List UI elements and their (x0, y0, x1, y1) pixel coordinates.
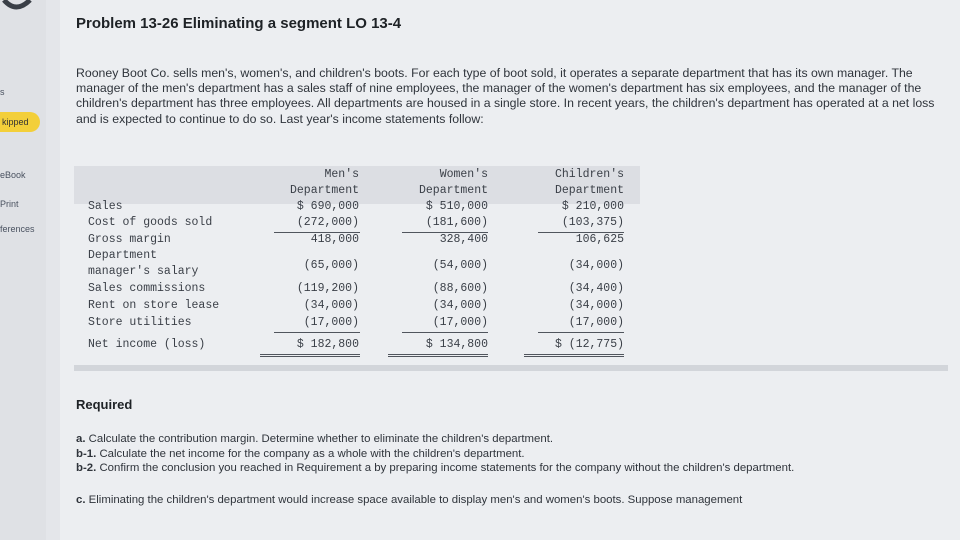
cell-children-sales: $ 210,000 (561, 200, 624, 213)
row-label-rent: Rent on store lease (88, 299, 220, 312)
row-label-utilities: Store utilities (88, 316, 192, 329)
cell-women-cogs: (181,600) (425, 216, 488, 229)
problem-intro: Rooney Boot Co. sells men's, women's, and children's boots. For each type of boot sold, it operates a separate department that has its own manager. The manager of the men's department has a sales staff of nine employees, the manager of the women's department has six employees, and the manager of the children's department has three employees. All departments are housed in a single store. In recent years, the children's department has operated at a net loss and is expected to continue to do so. Last year's income statements follow: (76, 66, 935, 126)
requirement-b2 (76, 461, 936, 475)
underline (538, 332, 624, 333)
row-label-gross-margin: Gross margin (88, 233, 171, 246)
cell-women-commissions: (88,600) (432, 282, 488, 295)
double-underline (260, 356, 360, 357)
header-men-line1: Men's (324, 168, 359, 181)
income-statement-table (74, 166, 640, 364)
double-underline (524, 354, 624, 355)
cell-men-utilities: (17,000) (303, 316, 359, 329)
requirement-b1 (76, 447, 936, 461)
cell-women-net-income: $ 134,800 (425, 338, 488, 351)
requirement-text: Calculate the contribution margin. Determine whether to eliminate the children's department. (88, 433, 554, 445)
requirement-c (76, 493, 936, 507)
cell-women-sales: $ 510,000 (425, 200, 488, 213)
cell-children-utilities: (17,000) (568, 316, 624, 329)
double-underline (388, 354, 488, 355)
requirement-marker: c. (76, 494, 86, 506)
sidebar-item-print[interactable]: Print (0, 199, 19, 209)
row-label-net-income: Net income (loss) (88, 338, 206, 351)
cell-women-rent: (34,000) (432, 299, 488, 312)
row-label-department: Department (88, 249, 158, 262)
cell-men-gross-margin: 418,000 (310, 233, 359, 246)
section-divider (74, 365, 948, 371)
skipped-badge[interactable]: kipped (0, 112, 40, 132)
problem-panel (60, 0, 960, 540)
requirement-text: Eliminating the children's department would increase space available to display men's and women's boots. Suppose management (88, 494, 743, 506)
sidebar-item-s[interactable]: s (0, 87, 5, 97)
requirement-a (76, 432, 936, 446)
cell-men-cogs: (272,000) (296, 216, 359, 229)
cell-women-utilities: (17,000) (432, 316, 488, 329)
progress-ring-icon (0, 0, 46, 14)
cell-children-net-income: $ (12,775) (554, 338, 624, 351)
sidebar (0, 0, 46, 540)
cell-children-manager-salary: (34,000) (568, 259, 624, 272)
underline (402, 332, 488, 333)
cell-men-commissions: (119,200) (296, 282, 359, 295)
double-underline (260, 354, 360, 355)
cell-men-manager-salary: (65,000) (303, 259, 359, 272)
cell-men-rent: (34,000) (303, 299, 359, 312)
cell-children-rent: (34,000) (568, 299, 624, 312)
row-label-manager-salary: manager's salary (88, 265, 199, 278)
row-label-sales: Sales (88, 200, 123, 213)
sidebar-item-ebook[interactable]: eBook (0, 170, 26, 180)
requirement-marker: a. (76, 433, 86, 445)
required-title: Required (76, 397, 133, 412)
header-women-line2: Department (418, 184, 488, 197)
header-men-line2: Department (289, 184, 359, 197)
row-label-sales-commissions: Sales commissions (88, 282, 206, 295)
requirement-marker: b-1. (76, 448, 97, 460)
cell-women-manager-salary: (54,000) (432, 259, 488, 272)
row-label-cogs: Cost of goods sold (88, 216, 213, 229)
cell-men-net-income: $ 182,800 (296, 338, 359, 351)
problem-title: Problem 13-26 Eliminating a segment LO 13-4 (76, 15, 402, 32)
cell-women-gross-margin: 328,400 (439, 233, 488, 246)
double-underline (524, 356, 624, 357)
header-women-line1: Women's (439, 168, 488, 181)
requirement-text: Confirm the conclusion you reached in Requirement a by preparing income statements for the company without the children's department. (99, 462, 795, 474)
cell-men-sales: $ 690,000 (296, 200, 359, 213)
cell-children-gross-margin: 106,625 (575, 233, 624, 246)
requirement-text: Calculate the net income for the company as a whole with the children's department. (99, 448, 525, 460)
cell-children-commissions: (34,400) (568, 282, 624, 295)
cell-children-cogs: (103,375) (561, 216, 624, 229)
double-underline (388, 356, 488, 357)
sidebar-item-references[interactable]: ferences (0, 224, 35, 234)
requirement-marker: b-2. (76, 462, 97, 474)
header-children-line2: Department (554, 184, 624, 197)
header-children-line1: Children's (554, 168, 624, 181)
underline (274, 332, 360, 333)
